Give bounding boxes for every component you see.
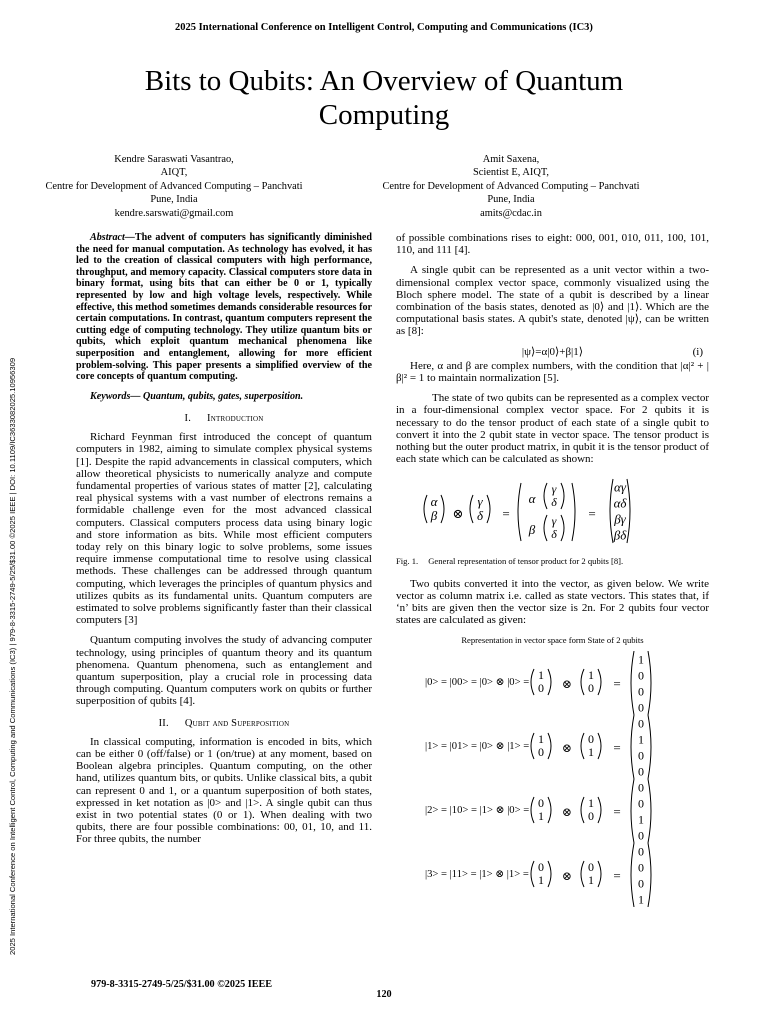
result-vector-entry: αγ — [614, 479, 626, 495]
result-vector-entry: αδ — [613, 495, 627, 511]
author-affiliation: Centre for Development of Advanced Computing – Panchvati — [45, 180, 303, 192]
state-vector-row — [396, 779, 709, 843]
inner-vector-1-entry: γ — [551, 482, 557, 497]
state-label: |1> = |01> = |0> ⊗ |1> = — [425, 740, 530, 752]
result-vector-left-bracket — [631, 843, 634, 907]
qubit-a-vector-left-bracket — [531, 733, 534, 759]
result-vector-entry: 0 — [637, 876, 644, 891]
qubit-b-vector-right-bracket — [598, 733, 601, 759]
page-number: 120 — [376, 989, 392, 1000]
state-label: |3> = |11> = |1> ⊗ |1> = — [425, 868, 529, 880]
equals-sign: = — [502, 506, 510, 522]
equals-sign: = — [613, 739, 621, 755]
figure-caption-text: General representation of tensor product for 2 qubits [8]. — [428, 556, 624, 567]
qubit-b-vector-entry: 0 — [588, 808, 595, 823]
intro-paragraph-1: Richard Feynman first introduced the concept of quantum computers in 1982, aiming to simulate complex physical systems [1]. Despite the rapid advancements in classical computers, which allow theoretical physicists to numerically analyze and compute fundamental properties of various states of matter [2], calculating real physical systems with a vast number of electrons remains a formidable challenge even for the most advanced classical computers. Classical computers process data using binary logic and store information as bits. While most efficient computers today rely on this binary logic to solve problems, some issues require immense computational time to resolve using classical methods. These challenges can be addressed through quantum computing, which leverages the principles of quantum physics and utilizes qubits as its fundamental units. Quantum computers are estimated to solve problems significantly faster than their classical computers [3] — [76, 431, 372, 627]
qubit-a-vector-left-bracket — [531, 797, 534, 823]
inner-vector-2-entry: γ — [551, 514, 557, 529]
qubit-a-vector-left-bracket — [531, 861, 534, 887]
qubit-a-vector-entry: 0 — [537, 859, 544, 874]
qubit-a-vector-entry: 1 — [537, 872, 544, 887]
representation-caption: Representation in vector space form State of 2 qubits — [461, 635, 644, 646]
qubit-b-vector-entry: 0 — [588, 680, 595, 695]
title-line-2: Computing — [318, 99, 450, 131]
inner-vector-1-entry: δ — [551, 495, 557, 510]
state-vector-math — [529, 651, 659, 715]
qubit-b-vector-entry: 1 — [588, 744, 595, 759]
inner-vector-1-right-bracket — [561, 483, 564, 509]
result-vector-right-bracket — [648, 843, 651, 907]
tensor-operator: ⊗ — [452, 506, 464, 522]
author-role: Scientist E, AIQT, — [473, 167, 549, 179]
vector-paragraph: Two qubits converted it into the vector, as given below. We write vector as column matrix i.e. called as state vectors. This states that, if ‘n’ bits are given then the vector size is 2n. For 2 qubits four vector states are calculated as given: — [396, 577, 709, 627]
state-vector-math — [529, 779, 659, 843]
author-name: Amit Saxena, — [482, 154, 540, 165]
state-vector-row — [396, 843, 709, 907]
state-vector-row — [396, 651, 709, 715]
qubit-b-vector-entry: 0 — [587, 859, 594, 874]
tensor-product-figure — [396, 473, 709, 551]
qubit-a-vector-entry: 1 — [538, 808, 545, 823]
inner-vector-2-right-bracket — [561, 515, 564, 541]
result-vector-entry: 1 — [637, 892, 644, 907]
qubit-a-vector-right-bracket — [548, 733, 551, 759]
result-vector-entry: 0 — [638, 684, 645, 699]
paper-title — [0, 64, 768, 132]
qubit-a-vector-entry: 0 — [538, 680, 545, 695]
qubit-b-vector-right-bracket — [598, 797, 601, 823]
gamma-delta-vector-entry: δ — [476, 508, 484, 524]
state-label: |2> = |10> = |1> ⊗ |0> = — [425, 804, 530, 816]
author-role: AIQT, — [160, 167, 188, 179]
tensor-operator: ⊗ — [561, 868, 572, 883]
qubit-a-vector-entry: 0 — [538, 795, 545, 810]
result-vector-entry: 0 — [638, 748, 645, 763]
right-column — [396, 232, 709, 907]
abstract-text: The advent of computers has significantly diminished the need for manual computation. As technology has evolved, it has led to the creation of classical computers with high performance, throughput, and memory capacity. Classical computers store data in binary format, using bits that can either be 0 or 1, typically represented by low and high voltage levels, respectively. While effective, this method sometimes demands considerable resources for certain computations. In contrast, quantum computers represent the cutting edge of computing technology. They utilize quantum bits or qubits, which exploit quantum mechanical phenomena like superposition and entanglement, allowing for more efficient problem-solving. This paper presents a simplified overview of the core concepts of quantum computing. — [76, 232, 372, 383]
alpha-beta-vector-entry: β — [430, 508, 438, 524]
section-heading-qubit — [76, 718, 372, 730]
result-vector-right-bracket — [627, 479, 630, 543]
author-email: amits@cdac.in — [480, 207, 542, 219]
author-email: kendre.sarswati@gmail.com — [114, 207, 234, 219]
two-qubit-paragraph: The state of two qubits can be represented as a complex vector in a four-dimensional complex vector space. For 2 qubits it is necessary to do the tensor product of each state of a single qubit to convert it into the 2 qubit state in vector space. The tensor product is nothing but the outer product matrix, in qubit it is the tensor product of each state which can be calculated as shown: — [396, 392, 709, 466]
qubit-a-vector-right-bracket — [548, 861, 551, 887]
result-vector-entry: βδ — [613, 527, 627, 543]
author-name: Kendre Saraswati Vasantrao, — [114, 154, 234, 165]
qubit-a-vector-entry: 1 — [538, 731, 545, 746]
result-vector-right-bracket — [648, 651, 651, 715]
alpha-beta-vector-entry: α — [430, 494, 438, 510]
gamma-delta-vector-left-bracket — [470, 495, 473, 523]
qubit-b-vector-entry: 1 — [588, 795, 595, 810]
right-paragraph-1: of possible combinations rises to eight: 000, 001, 010, 011, 100, 101, 110, and 111 [4]. — [396, 232, 709, 257]
right-paragraph-2: A single qubit can be represented as a unit vector within a two-dimensional complex vector space, commonly visualized using the Bloch sphere model. The state of a qubit is described by a linear combination of the basis states, denoted as |0⟩ and |1⟩. Which are the computational basis states. A qubit's state, denoted |ψ⟩, can be written as [8]: — [396, 264, 709, 338]
equals-sign: = — [588, 506, 596, 522]
beta-entry: β — [528, 522, 536, 538]
result-vector-entry: 0 — [637, 860, 644, 875]
state-vector-math — [529, 715, 659, 779]
qubit-b-vector-left-bracket — [581, 669, 584, 695]
result-vector-entry: 0 — [638, 668, 645, 683]
qubit-a-vector-right-bracket — [548, 669, 551, 695]
equation-1 — [396, 346, 709, 358]
qubit-b-vector-left-bracket — [581, 861, 584, 887]
keywords: Keywords— Quantum, qubits, gates, superposition. — [90, 390, 304, 402]
state-label: |0> = |00> = |0> ⊗ |0> = — [425, 676, 530, 688]
qubit-b-vector-right-bracket — [598, 669, 601, 695]
equals-sign: = — [613, 675, 621, 691]
result-vector-entry: 0 — [638, 780, 645, 795]
equals-sign: = — [613, 867, 621, 883]
conference-header: 2025 International Conference on Intelligent Control, Computing and Communications (IC3) — [175, 22, 593, 33]
gamma-delta-vector-right-bracket — [487, 495, 490, 523]
result-vector-entry: 0 — [638, 828, 645, 843]
alpha-beta-vector-right-bracket — [441, 495, 444, 523]
expanded-left-bracket — [518, 483, 521, 541]
section-title: Qubit and Superposition — [184, 717, 290, 729]
equation-note: Here, α and β are complex numbers, with the condition that |α|² + |β|² = 1 to maintain normalization [5]. — [396, 359, 709, 385]
equation-number: (i) — [692, 345, 703, 358]
result-vector-entry: 0 — [638, 764, 645, 779]
inner-vector-2-entry: δ — [551, 527, 557, 542]
abstract-lead: Abstract— — [90, 232, 135, 243]
figure-label: Fig. 1. — [396, 556, 419, 567]
qubit-a-vector-entry: 1 — [538, 667, 545, 682]
result-vector-entry: 0 — [638, 700, 645, 715]
expanded-right-bracket — [572, 483, 575, 541]
title-line-1: Bits to Qubits: An Overview of Quantum — [144, 65, 624, 97]
section-number: II. — [158, 717, 169, 729]
footer-isbn: 979-8-3315-2749-5/25/$31.00 ©2025 IEEE — [91, 979, 273, 990]
result-vector-right-bracket — [648, 779, 651, 843]
qubit-a-vector-left-bracket — [531, 669, 534, 695]
result-vector-right-bracket — [648, 715, 651, 779]
result-vector-left-bracket — [631, 779, 634, 843]
alpha-beta-vector-left-bracket — [424, 495, 427, 523]
qubit-a-vector-right-bracket — [548, 797, 551, 823]
qubit-b-vector-right-bracket — [598, 861, 601, 887]
equation-text: |ψ⟩=α|0⟩+β|1⟩ — [521, 345, 584, 358]
qubit-b-vector-entry: 0 — [588, 731, 595, 746]
result-vector-entry: 1 — [638, 732, 645, 747]
result-vector-entry: 1 — [638, 812, 645, 827]
qubit-b-vector-left-bracket — [581, 797, 584, 823]
result-vector-left-bracket — [631, 651, 634, 715]
result-vector-entry: 0 — [638, 716, 645, 731]
author-location: Pune, India — [487, 194, 535, 206]
author-location: Pune, India — [150, 194, 198, 206]
tensor-operator: ⊗ — [562, 676, 573, 691]
author-block-1 — [19, 153, 329, 220]
left-column — [76, 232, 372, 854]
inner-vector-2-left-bracket — [544, 515, 547, 541]
qubit-b-vector-left-bracket — [581, 733, 584, 759]
inner-vector-1-left-bracket — [544, 483, 547, 509]
result-vector-left-bracket — [631, 715, 634, 779]
tensor-operator: ⊗ — [562, 740, 573, 755]
result-vector-entry: βγ — [614, 511, 626, 527]
side-citation-note: 2025 International Conference on Intelligent Control, Computing and Communications (IC3) | 979-8-3315-2749-5/25/$31.00 ©2025 IEEE | DOI: 10.1109/IC3633082025.10956309 — [8, 357, 17, 955]
intro-paragraph-2: Quantum computing involves the study of advancing computer technology, using principles of quantum theory and its quantum phenomena. Quantum phenomena, such as entanglement and quantum superposition, play a crucial role in processing data through computing. Quantum computers work on qubits or further superposition of qubits [4]. — [76, 634, 372, 708]
qubit-b-vector-entry: 1 — [587, 872, 594, 887]
state-vectors — [396, 651, 709, 907]
gamma-delta-vector-entry: γ — [477, 494, 483, 510]
result-vector-entry: 0 — [638, 796, 645, 811]
result-vector-left-bracket — [610, 479, 613, 543]
section-title: Introduction — [207, 412, 264, 424]
tensor-operator: ⊗ — [562, 804, 573, 819]
result-vector-entry: 1 — [638, 652, 645, 667]
state-vector-math — [529, 843, 659, 907]
section-heading-introduction — [76, 413, 372, 425]
section-number: I. — [184, 412, 192, 424]
state-vector-row — [396, 715, 709, 779]
abstract — [76, 232, 372, 383]
author-affiliation: Centre for Development of Advanced Computing – Panchvati — [382, 180, 640, 192]
qubit-b-vector-entry: 1 — [588, 667, 595, 682]
alpha-entry: α — [528, 491, 536, 507]
result-vector-entry: 0 — [637, 844, 644, 859]
author-block-2 — [341, 153, 681, 220]
equals-sign: = — [613, 803, 621, 819]
qubit-a-vector-entry: 0 — [538, 744, 545, 759]
figure-caption — [396, 555, 709, 567]
section2-paragraph: In classical computing, information is encoded in bits, which can be either 0 (off/false) or 1 (on/true) at any moment, based on Boolean algebra principles. Quantum computing, on the other hand, utilizes quantum bits, or qubits. Unlike classical bits, a qubit can represent 0 and 1, or a quantum superposition of both states, expressed in ket notation as |0> and |1>. A single qubit can thus exist in two potential states (0 or 1). When dealing with two qubits, there are four possible combinations: 00, 01, 10, and 11. For three qubits, the number — [76, 735, 372, 846]
